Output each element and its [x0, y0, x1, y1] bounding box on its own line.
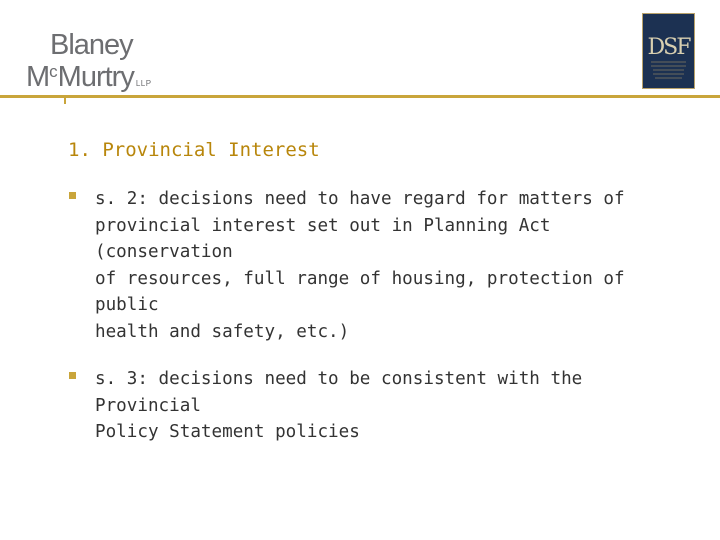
- dsf-monogram: DSF: [647, 35, 690, 60]
- bullet-square-icon: [69, 372, 76, 379]
- header-rule-tick: [64, 98, 66, 104]
- list-item: [68, 366, 688, 446]
- logo-line-1: Blaney: [50, 29, 133, 61]
- logo-llp: LLP: [135, 79, 152, 88]
- list-item: [68, 186, 688, 345]
- bullet-text: s. 2: decisions need to have regard for matters of provincial interest set out in Planning Act (conservation of resources, full range of housing, protection of public health and safety, etc.): [95, 189, 625, 342]
- slide-heading: 1. Provincial Interest: [68, 139, 320, 161]
- logo-m: M: [26, 61, 50, 93]
- bullet-list: [68, 186, 688, 467]
- logo-c-superscript: c: [49, 62, 58, 81]
- blaney-mcmurtry-logo: [26, 29, 196, 93]
- dsf-emblem-icon: [643, 14, 694, 88]
- bullet-text: s. 3: decisions need to be consistent with the Provincial Policy Statement policies: [95, 369, 583, 442]
- logo-line-2: [26, 57, 152, 99]
- dsf-badge: [642, 13, 695, 89]
- header-rule: [0, 95, 720, 98]
- bullet-square-icon: [69, 192, 76, 199]
- logo-murtry: Murtry: [57, 61, 134, 93]
